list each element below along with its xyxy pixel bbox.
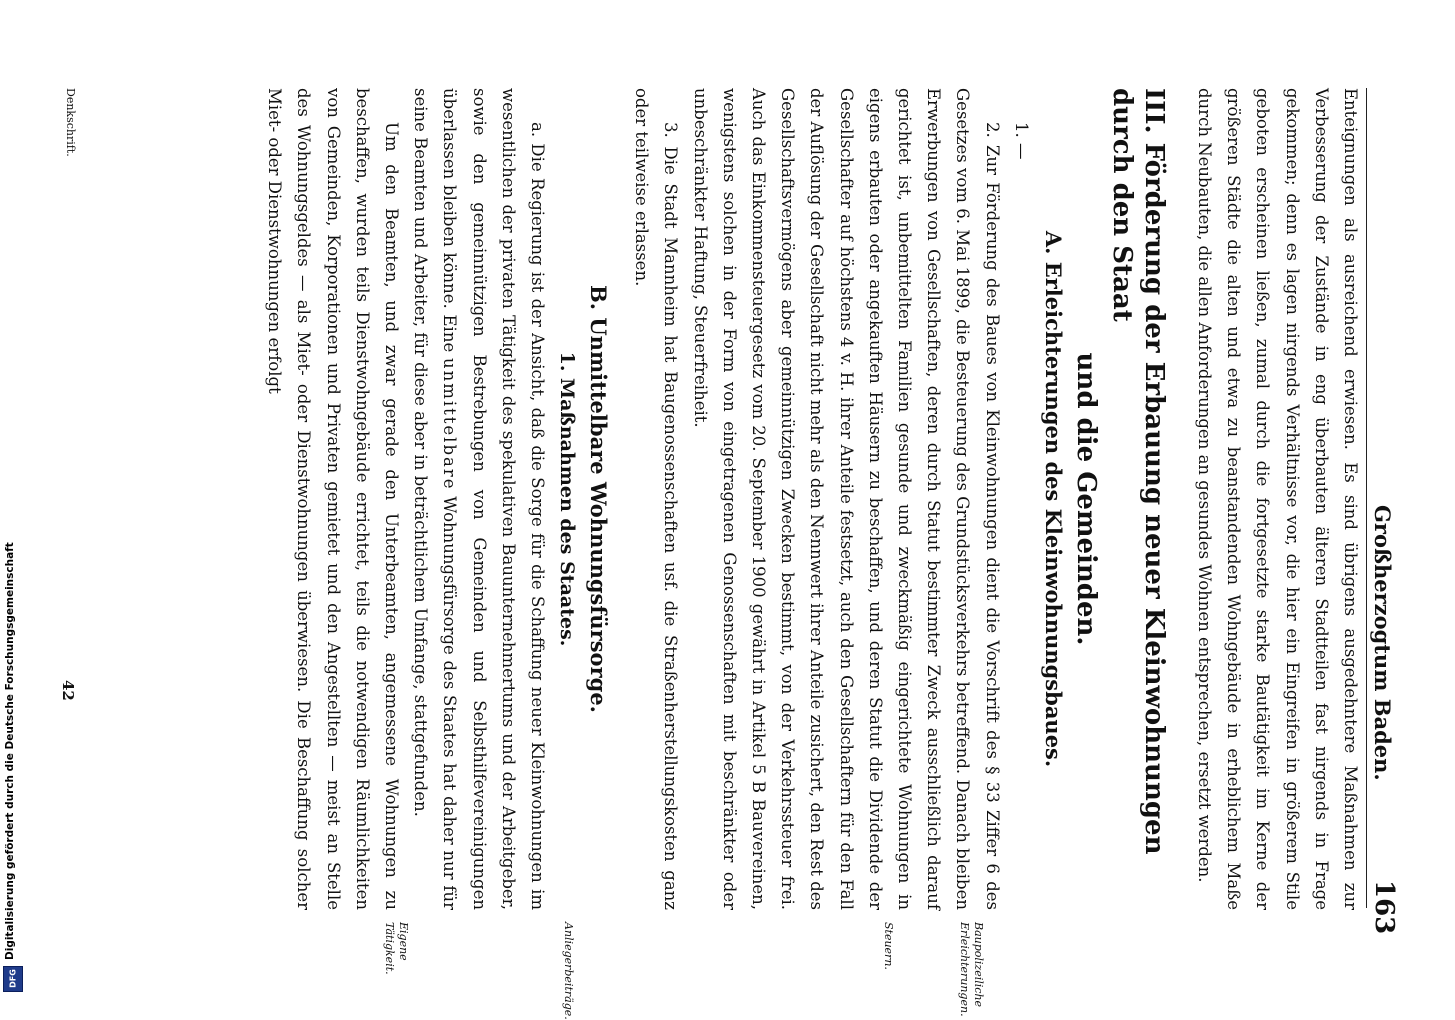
running-title: Großherzogtum Baden. (1370, 505, 1395, 781)
subsection-b-heading: B. Unmittelbare Wohnungsfürsorge. (585, 285, 611, 713)
credit-text: Digitalisierung gefördert durch die Deutsche Forschungsgemeinschaft (4, 542, 16, 960)
subsection-a-heading: A. Erleichterungen des Kleinwohnungsbaues. (1040, 230, 1066, 768)
margin-note: Baupolizeiliche Erleichterungen. (958, 922, 985, 1017)
emphasis-unmittelbare: unmittelbare (440, 357, 460, 491)
item-1: 1. — (1011, 122, 1031, 160)
header-rule (1366, 88, 1367, 908)
page-number: 163 (1369, 880, 1399, 935)
page-header (1355, 0, 1455, 1000)
sheet-number: 42 (59, 680, 77, 701)
item-2: 2. Zur Förderung des Baues von Kleinwohnungen dient die Vorschrift des § 33 Ziffer 6 des Gesetzes vom 6. Mai 1899, die Besteuerung des Grundstücksverkehrs betreffend. Danach bleiben Erwerbungen von Gesellschaften, deren durch Statut bestimmter Zweck ausschließlich darauf gerichtet ist, unbemittelten Familien gesunde und zweckmäßig eingerichtete Wohnungen in eigens erbauten oder angekauften Häusern zu beschaffen, und deren Statut die Dividende der Gesellschafter auf höchstens 4 v. H. ihrer Anteile festsetzt, auch den Gesellschaftern für den Fall der Auflösung der Gesellschaft nicht mehr als den Nennwert ihrer Anteile zusichert, den Rest des Gesellschaftsvermögens aber gemeinnützigen Zwecken bestimmt, von der Verkehrssteuer frei. Auch das Einkommensteuergesetz vom 20. September 1900 gewährt in Artikel 5 B Bauvereinen, wenigstens solchen in der Form von eingetragenen Genossenschaften mit beschränkter oder unbeschränkter Haftung, Steuerfreiheit. (690, 88, 1002, 910)
paragraph-a-part2: Wohnungsfürsorge des Staates hat daher nur für seine Beamten und Arbeiter, für diese aber in beträchtlichem Umfange, stattgefunden. (411, 88, 460, 910)
intro-paragraph: Enteignungen als ausreichend erwiesen. Es sind übrigens ausgedehntere Maßnahmen zur Verbesserung der Zustände in eng überbauten älteren Stadtteilen fast nirgends in Frage gekommen; denn es lagen nirgends Verhältnisse vor, die hier ein Eingreifen in größerem Stile geboten erscheinen ließen, zumal durch die fortgesetzte starke Bautätigkeit im Kerne der größeren Städte die alten und etwa zu beanstandenden Wohngebäude in erheblichem Maße durch Neubauten, die allen Anforderungen an gesundes Wohnen entsprechen, ersetzt werden. (1194, 88, 1360, 910)
dfg-logo-text: DFG (8, 969, 18, 988)
margin-note: Steuern. (882, 922, 895, 970)
digitization-credit (0, 0, 26, 1000)
paragraph-a-part1: a. Die Regierung ist der Ansicht, daß die Sorge für die Schaffung neuer Kleinwohnungen im wesentlichen der privaten Tätigkeit des spekulativen Bauunternehmertums und der Arbeitgeber, sowie den gemeinnützigen Bestrebungen von Gemeinden und Selbsthilfevereinigungen überlassen bleiben könne. Eine (440, 88, 547, 910)
margin-note: Eigene Tätigkeit. (383, 922, 410, 975)
section-heading-cont: und die Gemeinden. (1070, 352, 1101, 646)
margin-note: Anliegerbeiträge. (562, 922, 575, 1020)
paragraph-a (406, 88, 552, 910)
signature-mark: Denkschrift. (64, 88, 77, 157)
item-3: 3. Die Stadt Mannheim hat Baugenossenschaften usf. die Straßenherstellungskosten ganz oder teilweise erlassen. (632, 88, 681, 910)
spacer (613, 88, 627, 910)
dfg-logo-icon (3, 966, 23, 992)
text-column (260, 88, 1365, 910)
section-heading: III. Förderung der Erbauung neuer Kleinwohnungen durch den Staat (1106, 88, 1169, 855)
subsection-b1-heading: 1. Maßnahmen des Staates. (555, 351, 578, 647)
paragraph-b: Um den Beamten, und zwar gerade den Unterbeamten, angemessene Wohnungen zu beschaffen, wurden teils Dienstwohngebäude errichtet, teils die notwendigen Räumlichkeiten von Gemeinden, Korporationen und Privaten gemietet und den Angestellten — meist an Stelle des Wohnungsgeldes — als Miet- oder Dienstwohnungen überwiesen. Die Beschaffung solcher Miet- oder Dienstwohnungen erfolgt (265, 88, 401, 910)
